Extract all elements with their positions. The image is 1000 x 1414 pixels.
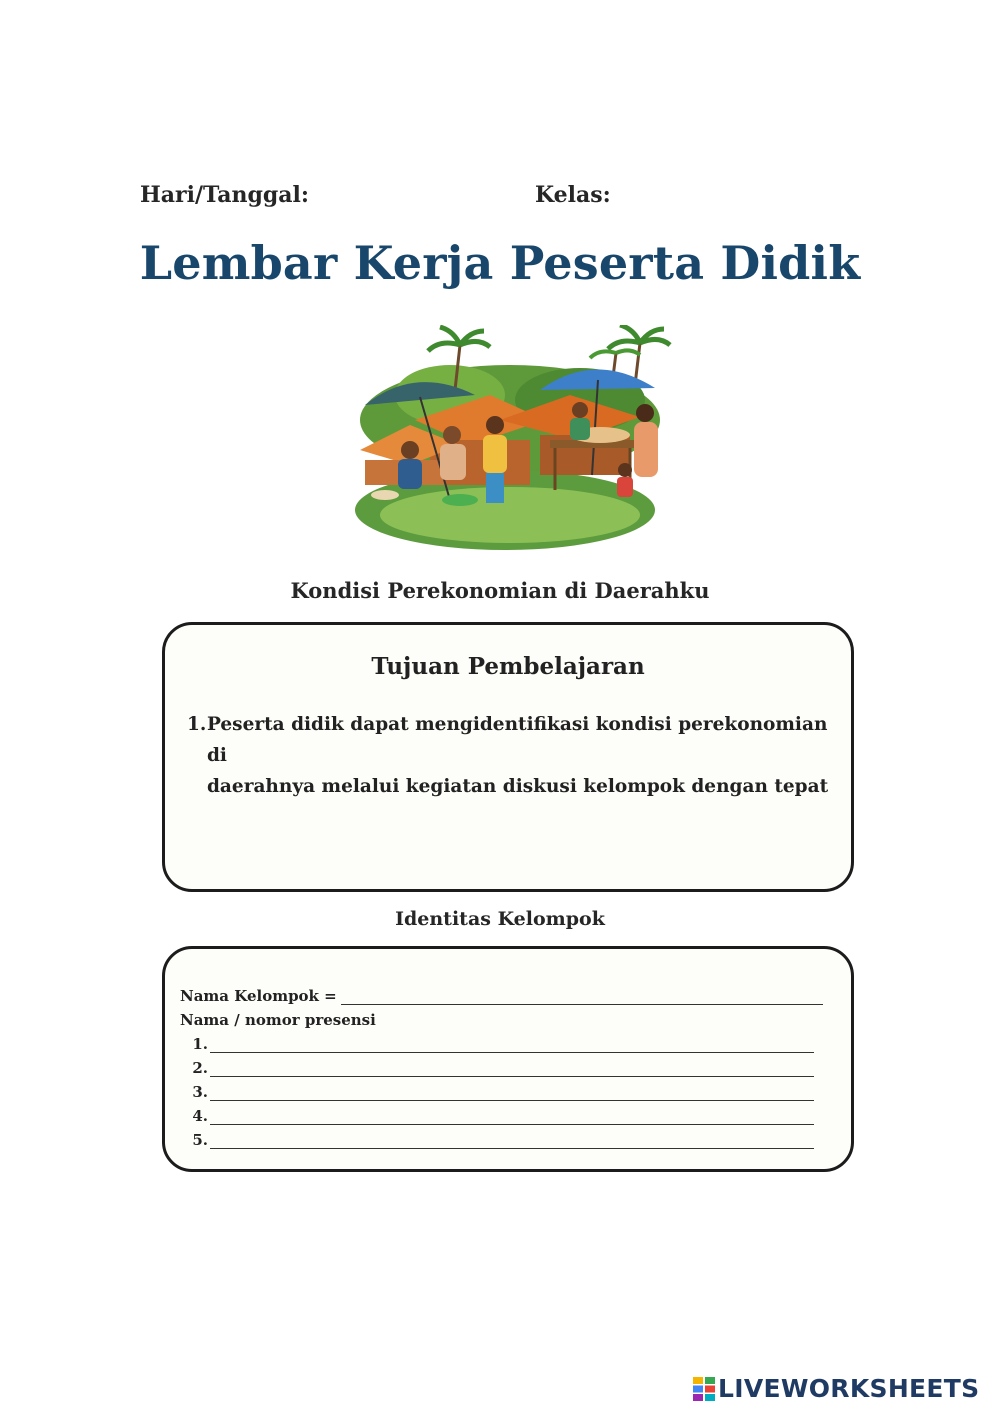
member-row	[192, 1131, 814, 1149]
objective-number: 1.	[187, 714, 207, 735]
worksheet-subtitle: Kondisi Perekonomian di Daerahku	[290, 578, 710, 603]
page-title: Lembar Kerja Peserta Didik	[139, 236, 861, 290]
members-label: Nama / nomor presensi	[180, 1011, 376, 1029]
member-number: 5.	[192, 1131, 208, 1149]
group-name-row	[180, 987, 823, 1005]
learning-objectives-box	[162, 622, 854, 892]
liveworksheets-watermark[interactable]	[693, 1374, 979, 1403]
objective-text-line-2: daerahnya melalui kegiatan diskusi kelompok dengan tepat	[207, 776, 829, 797]
group-name-field[interactable]	[341, 990, 823, 1005]
watermark-text: LIVEWORKSHEETS	[718, 1374, 980, 1403]
member-number: 4.	[192, 1107, 208, 1125]
member-row	[192, 1083, 814, 1101]
member-number: 2.	[192, 1059, 208, 1077]
member-row	[192, 1107, 814, 1125]
group-name-label: Nama Kelompok =	[180, 987, 337, 1005]
member-row	[192, 1059, 814, 1077]
member-field-3[interactable]	[210, 1086, 814, 1101]
member-field-2[interactable]	[210, 1062, 814, 1077]
member-row	[192, 1035, 814, 1053]
group-identity-heading: Identitas Kelompok	[395, 908, 605, 930]
objectives-heading: Tujuan Pembelajaran	[371, 653, 645, 680]
traditional-market-illustration	[340, 325, 680, 560]
member-field-4[interactable]	[210, 1110, 814, 1125]
group-identity-box	[162, 946, 854, 1172]
objective-text-line-1: Peserta didik dapat mengidentifikasi kondisi perekonomian di	[207, 714, 828, 766]
class-label: Kelas:	[535, 182, 611, 208]
member-field-5[interactable]	[210, 1134, 814, 1149]
objectives-list	[187, 709, 841, 802]
member-field-1[interactable]	[210, 1038, 814, 1053]
date-label: Hari/Tanggal:	[140, 182, 310, 208]
member-number: 1.	[192, 1035, 208, 1053]
objective-item	[187, 709, 841, 802]
liveworksheets-logo-icon	[693, 1377, 715, 1401]
member-number: 3.	[192, 1083, 208, 1101]
